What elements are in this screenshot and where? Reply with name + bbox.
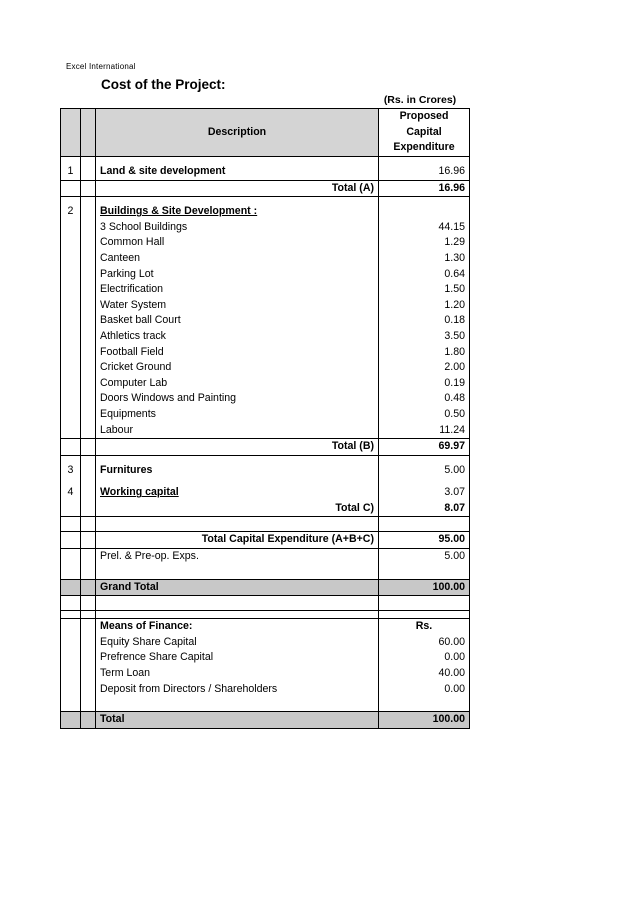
item-label: Doors Windows and Painting — [96, 391, 379, 407]
item-amount: 40.00 — [379, 666, 470, 682]
table-row — [61, 360, 470, 376]
table-row — [61, 329, 470, 345]
item-amount: 5.00 — [379, 463, 470, 479]
item-number: 1 — [61, 164, 81, 180]
subtotal-amount: 69.97 — [379, 439, 470, 456]
item-label: Equipments — [96, 407, 379, 423]
table-row — [61, 220, 470, 236]
item-label: Canteen — [96, 251, 379, 267]
item-amount: 0.48 — [379, 391, 470, 407]
units-label: (Rs. in Crores) — [383, 94, 457, 106]
subtotal-row — [61, 180, 470, 197]
description-header: Description — [96, 109, 379, 157]
grand-total-amount: 100.00 — [379, 579, 470, 596]
company-name: Excel International — [66, 62, 136, 71]
item-label: Water System — [96, 298, 379, 314]
item-amount: 0.19 — [379, 376, 470, 392]
item-amount: 0.00 — [379, 682, 470, 698]
item-amount: 3.07 — [379, 485, 470, 501]
subtotal-label: Total (A) — [96, 180, 379, 197]
item-label: Football Field — [96, 345, 379, 361]
subtotal-amount: 8.07 — [379, 501, 470, 517]
item-label: Furnitures — [96, 463, 379, 479]
item-label: Electrification — [96, 282, 379, 298]
finance-title: Means of Finance: — [96, 619, 379, 635]
table-row — [61, 463, 470, 479]
item-amount: 0.64 — [379, 267, 470, 283]
table-row — [61, 204, 470, 220]
item-amount: 44.15 — [379, 220, 470, 236]
table-row — [61, 164, 470, 180]
subtotal-amount: 16.96 — [379, 180, 470, 197]
item-label: Parking Lot — [96, 267, 379, 283]
finance-total-label: Total — [96, 712, 379, 729]
item-label: Prel. & Pre-op. Exps. — [96, 549, 379, 565]
finance-header-row — [61, 619, 470, 635]
table-row — [61, 549, 470, 565]
capex-total-row — [61, 532, 470, 549]
capex-total-label: Total Capital Expenditure (A+B+C) — [96, 532, 379, 549]
item-amount: 11.24 — [379, 423, 470, 439]
item-label: Labour — [96, 423, 379, 439]
finance-total-amount: 100.00 — [379, 712, 470, 729]
table-row — [61, 235, 470, 251]
table-header-row — [61, 109, 470, 157]
page-title: Cost of the Project: — [101, 77, 226, 92]
item-label: Cricket Ground — [96, 360, 379, 376]
item-amount: 1.50 — [379, 282, 470, 298]
item-amount: 0.00 — [379, 650, 470, 666]
table-row — [61, 666, 470, 682]
grand-total-row — [61, 579, 470, 596]
project-cost-table — [60, 108, 470, 729]
item-amount: 1.20 — [379, 298, 470, 314]
item-amount: 1.80 — [379, 345, 470, 361]
table-row — [61, 407, 470, 423]
subtotal-row — [61, 501, 470, 517]
item-amount: 0.18 — [379, 313, 470, 329]
item-label: Prefrence Share Capital — [96, 650, 379, 666]
item-label: Working capital — [96, 485, 379, 501]
item-label: Deposit from Directors / Shareholders — [96, 682, 379, 698]
item-number: 3 — [61, 463, 81, 479]
item-amount: 0.50 — [379, 407, 470, 423]
finance-total-row — [61, 712, 470, 729]
table-row — [61, 298, 470, 314]
capex-total-amount: 95.00 — [379, 532, 470, 549]
grand-total-label: Grand Total — [96, 579, 379, 596]
item-amount: 60.00 — [379, 635, 470, 651]
table-row — [61, 423, 470, 439]
amount-header: Proposed Capital Expenditure — [379, 109, 470, 157]
subtotal-label: Total C) — [96, 501, 379, 517]
item-label: Land & site development — [96, 164, 379, 180]
item-amount: 2.00 — [379, 360, 470, 376]
table-row — [61, 251, 470, 267]
table-row — [61, 485, 470, 501]
table-row — [61, 635, 470, 651]
item-label: Term Loan — [96, 666, 379, 682]
item-label: Basket ball Court — [96, 313, 379, 329]
table-row — [61, 391, 470, 407]
item-label: 3 School Buildings — [96, 220, 379, 236]
item-label: Common Hall — [96, 235, 379, 251]
table-row — [61, 682, 470, 698]
item-amount: 16.96 — [379, 164, 470, 180]
item-label: Athletics track — [96, 329, 379, 345]
item-number: 4 — [61, 485, 81, 501]
currency-label: Rs. — [379, 619, 470, 635]
table-row — [61, 345, 470, 361]
item-amount: 3.50 — [379, 329, 470, 345]
table-row — [61, 282, 470, 298]
table-row — [61, 650, 470, 666]
subtotal-row — [61, 439, 470, 456]
item-number: 2 — [61, 204, 81, 220]
table-row — [61, 313, 470, 329]
item-label: Equity Share Capital — [96, 635, 379, 651]
table-row — [61, 376, 470, 392]
section-title: Buildings & Site Development : — [96, 204, 379, 220]
item-amount: 1.29 — [379, 235, 470, 251]
item-amount: 1.30 — [379, 251, 470, 267]
item-label: Computer Lab — [96, 376, 379, 392]
table-row — [61, 267, 470, 283]
subtotal-label: Total (B) — [96, 439, 379, 456]
item-amount: 5.00 — [379, 549, 470, 565]
